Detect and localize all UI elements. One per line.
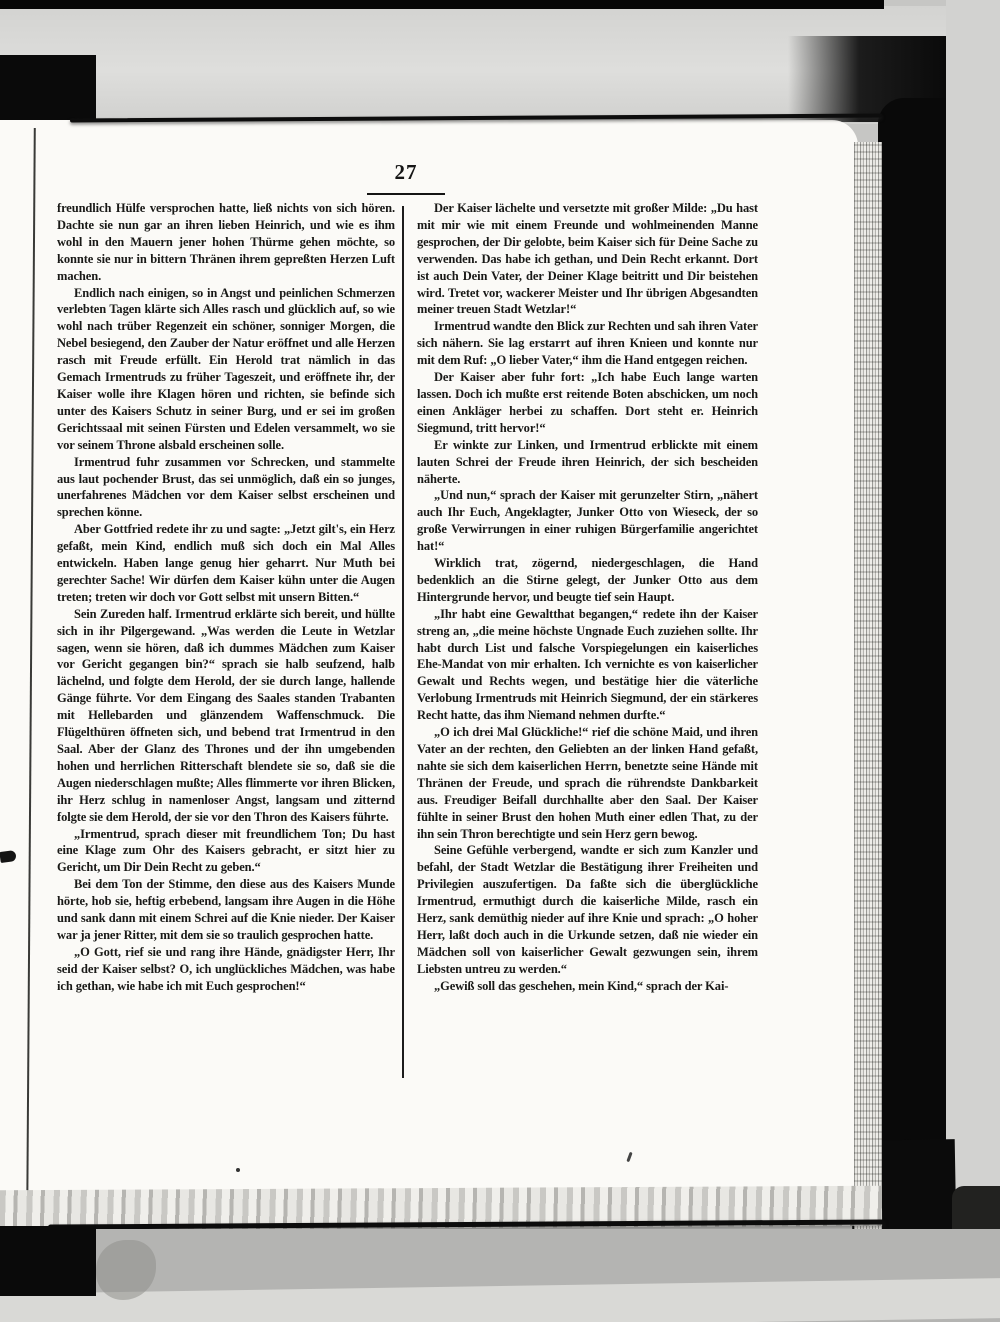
- paragraph: Der Kaiser aber fuhr fort: „Ich habe Euch lange warten lassen. Doch ich mußte erst reitende Boten abschicken, um noch einen Ankläger herbei zu schaffen. Dort steht er. Heinrich Siegmund, tritt hervor!“: [417, 370, 758, 435]
- paragraph: freundlich Hülfe versprochen hatte, ließ nichts von sich hören. Dachte sie nun gar an ihren lieben Heinrich, und wie es ihm wohl in den Mauern jener hohen Thürme gehen möchte, so konnte sie nur in bittern Thränen ihrem gepreßten Herzen Luft machen.: [57, 201, 395, 283]
- scan-dust-speck: [236, 1168, 240, 1172]
- scan-top-black-bar: [0, 0, 884, 9]
- paragraph: Sein Zureden half. Irmentrud erklärte sich bereit, und hüllte sich in ihr Pilgergewand. „Was werden die Leute in Wetzlar sagen, wenn sie hören, daß ich dummes Mädchen zum Kaiser vor Gericht gegangen bin?“ sprach sie halb seufzend, halb lächelnd, und folgte dem Herold, der sie durch lange, hallende Gänge führte. Vor dem Eingang des Saales standen Trabanten mit Hellebarden und glänzendem Waffenschmuck. Die Flügelthüren öffneten sich, und bebend trat Irmentrud in den Saal. Aber der Glanz des Thrones und der ihn umgebenden hohen und herrlichen Ritterschaft blendete sie so, daß sie die Augen niederschlagen mußte; Alles flimmerte vor ihren Blicken, ihr Herz schlug in namenloser Angst, langsam und zitternd folgte sie dem Herold, der sie vor den Thron des Kaisers führte.: [57, 606, 395, 824]
- paragraph: Er winkte zur Linken, und Irmentrud erblickte mit einem lauten Schrei der Freude ihren Heinrich, der sich bescheiden näherte.: [417, 437, 758, 486]
- page-number: 27: [394, 160, 418, 184]
- scan-right-black-band: [878, 98, 946, 1250]
- paragraph: „Gewiß soll das geschehen, mein Kind,“ sprach der Kai-: [434, 978, 729, 993]
- paragraph: Irmentrud wandte den Blick zur Rechten und sah ihren Vater sich nähern. Sie lag erstarrt auf ihren Knieen und konnte nur mit dem Ruf: „O lieber Vater,“ ihm die Hand entgegen reichen.: [417, 319, 758, 368]
- paragraph: „Ihr habt eine Gewaltthat begangen,“ redete ihn der Kaiser streng an, „die meine höchste Ungnade Euch zuziehen sollte. Ihr habt durch List und falsche Vorspiegelungen ein kaiserliches Ehe-Mandat von mir erhalten. Ich vernichte es von kaiserlicher Gewalt und Rechts wegen, und bestätige hier die väterliche Verlobung Irmentruds mit Heinrich Siegmund, der ein stärkeres Recht hatte, das ihm Niemand nehmen durfte.“: [417, 606, 758, 723]
- paragraph: „O Gott, rief sie und rang ihre Hände, gnädigster Herr, Ihr seid der Kaiser selbst? O, ich unglückliches Mädchen, was habe ich gethan, wie habe ich mit Euch gesprochen!“: [57, 944, 395, 993]
- column-divider-rule: [402, 206, 404, 1078]
- scan-bottomleft-black-block: [0, 1226, 96, 1296]
- page-right-deckle-edge: [854, 142, 882, 1238]
- paragraph: Bei dem Ton der Stimme, den diese aus des Kaisers Munde hörte, hob sie, heftig erbebend, langsam ihre Augen in die Höhe und sank dann mit einem Schrei auf die Knie nieder. Der Kaiser war ja jener Ritter, mit dem sie so traulich gesprochen hatte.: [57, 877, 395, 942]
- paragraph: „O ich drei Mal Glückliche!“ rief die schöne Maid, und ihren Vater an der rechten, den Geliebten an der linken Hand gefaßt, nahte sie sich dem kaiserlichen Herrn, benetzte seine Hände mit Thränen der Freude, und sprach die rührendste Dankbarkeit aus. Freudiger Beifall durchhallte aber den Saal. Der Kaiser fühlte in seiner Brust den hohen Muth einer edlen That, zu der ihn sein Thron berechtigte und sein Herz gern bewog.: [417, 725, 758, 841]
- paragraph: Irmentrud fuhr zusammen vor Schrecken, und stammelte aus laut pochender Brust, das sei unmöglich, daß ein so junges, unerfahrenes Mädchen vor dem Kaiser selbst erscheinen und sprechen könne.: [57, 454, 395, 520]
- paragraph: Endlich nach einigen, so in Angst und peinlichen Schmerzen verlebten Tagen klärte sich Alles rasch und glücklich auf, so wie wohl nach trüber Regenzeit ein schöner, sonniger Morgen, die Nebel besiegend, den Zauber der Natur eröffnet und alle Herzen rasch mit Freude erfüllt. Ein Herold trat nämlich in das Gemach Irmentruds zu früher Tageszeit, und eröffnete ihr, der Kaiser wolle ihre Klagen hören und richten, sie befinde sich unter des Kaisers Schutz in seiner Burg, und er sei im großen Gerichtssaal mit seinen Fürsten und Edelen versammelt, wo sie vor seinem Throne alsbald erscheinen solle.: [57, 285, 395, 452]
- paragraph: „Irmentrud, sprach dieser mit freundlichem Ton; Du hast eine Klage zum Ohr des Kaisers gebracht, er sitzt hier zu Gericht, um Dir Dein Recht zu geben.“: [57, 826, 395, 875]
- text-column-right: [417, 200, 758, 1078]
- text-column-left: [57, 200, 395, 1078]
- page-number-rule: [367, 193, 445, 195]
- paragraph: Aber Gottfried redete ihr zu und sagte: „Jetzt gilt's, ein Herz gefaßt, mein Kind, endlich muß sich doch ein Mal Alles entwickeln. Haben lange genug hier geharrt. Nur Muth bei gerechter Sache! Wir dürfen dem Kaiser kühn unter die Augen treten; treten wir doch vor Gott selbst mit unsern Bitten.“: [57, 522, 395, 604]
- paragraph: Wirklich trat, zögernd, niedergeschlagen, die Hand bedenklich an die Stirne gelegt, der Junker Otto aus dem Hintergrunde hervor, und beugte tief sein Haupt.: [417, 556, 758, 604]
- paragraph: „Und nun,“ sprach der Kaiser mit gerunzelter Stirn, „nähert auch Ihr Euch, Angeklagter, Junker Otto von Wieseck, der so große Verwirrungen in einer ruhigen Bürgerfamilie angerichtet hat!“: [417, 488, 758, 554]
- scan-right-light-strip: [946, 0, 1000, 1322]
- paragraph: Seine Gefühle verbergend, wandte er sich zum Kanzler und befahl, der Stadt Wetzlar die Bestätigung ihrer Freiheiten und Privilegien auszufertigen. Da faßte sich die überglückliche Irmentrud, ermuthigt durch die kaiserliche Milde, rasch ein Herz, sank demüthig nieder auf ihre Knie und sprach: „O hoher Herr, laßt doch auch in die Urkunde setzen, daß nie wieder ein Mädchen soll von kaiserlicher Gewalt gezwungen sein, ihrem Liebsten untreu zu werden.“: [417, 843, 758, 976]
- paragraph: Der Kaiser lächelte und versetzte mit großer Milde: „Du hast mit mir wie mit einem Freunde und wohlmeinenden Manne gesprochen, der Dir gelobte, beim Kaiser sich für Deine Sache zu verwenden. Das habe ich gethan, und Dein Recht erkannt. Dort ist auch Dein Vater, der Deiner Klage beitritt und Dir beistehen wird. Tretet vor, wackerer Meister und Ihr übrigen Abgesandten meiner treuen Stadt Wetzlar!“: [417, 201, 758, 317]
